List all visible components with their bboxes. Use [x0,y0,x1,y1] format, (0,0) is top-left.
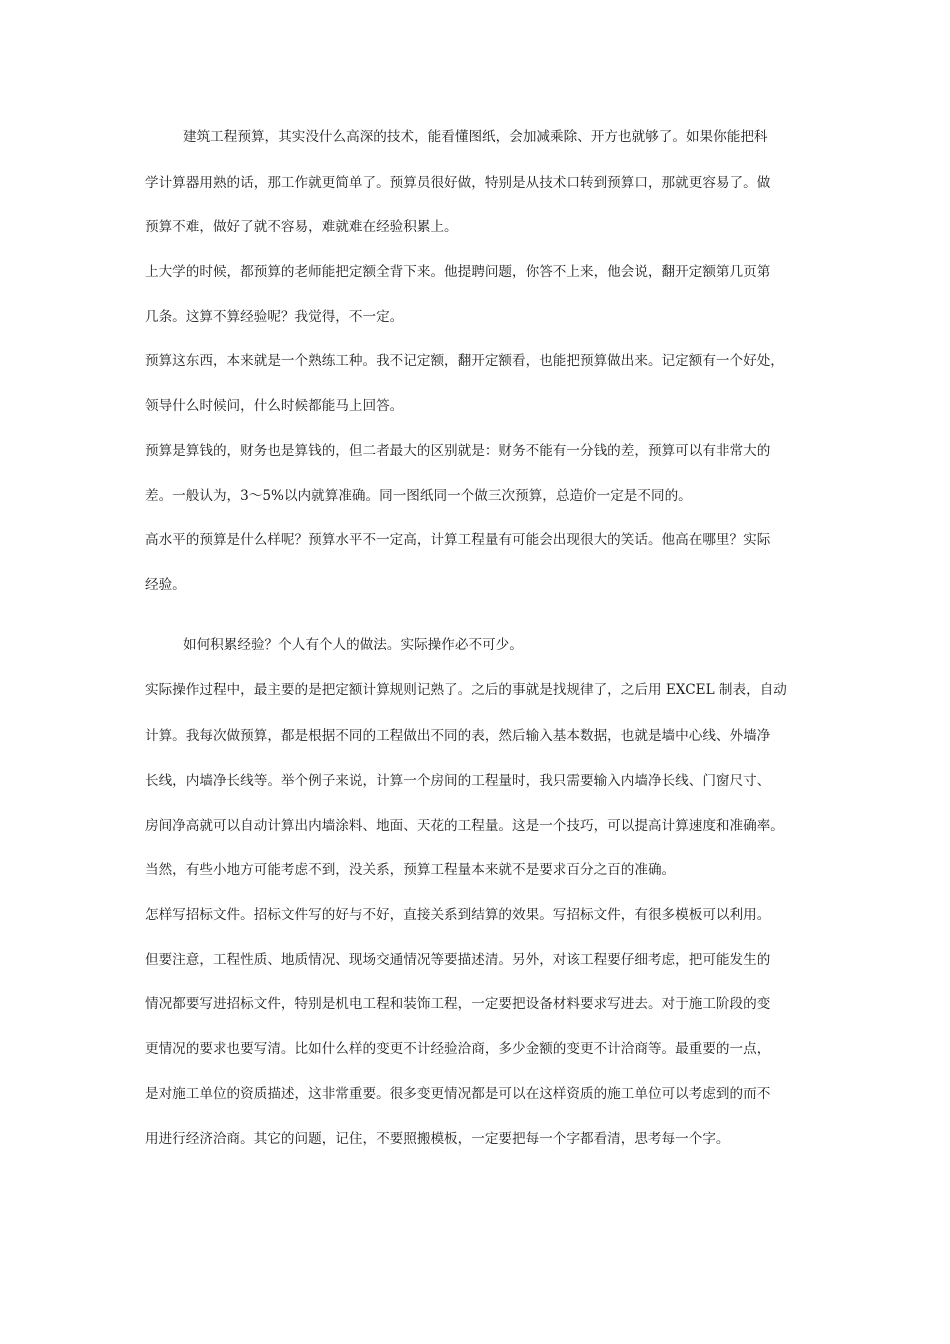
paragraph-7-line-4: 房间净高就可以自动计算出内墙涂料、地面、天花的工程量。这是一个技巧，可以提高计算速度和准确率。 [145,818,784,834]
paragraph-6-line-1: 如何积累经验？个人有个人的做法。实际操作必不可少。 [183,637,523,653]
paragraph-2-line-2: 几条。这算不算经验呢？我觉得，不一定。 [145,309,404,325]
paragraph-7-line-1: 实际操作过程中，最主要的是把定额计算规则记熟了。之后的事就是找规律了，之后用 EXCEL 制表，自动 [145,682,787,698]
paragraph-7-line-3: 长线，内墙净长线等。举个例子来说，计算一个房间的工程量时，我只需要输入内墙净长线、门窗尺寸、 [145,773,771,789]
paragraph-4-line-1: 预算是算钱的，财务也是算钱的，但二者最大的区别就是：财务不能有一分钱的差，预算可以有非常大的 [145,443,771,459]
paragraph-3-line-2: 领导什么时候问，什么时候都能马上回答。 [145,398,404,414]
paragraph-2-line-1: 上大学的时候，都预算的老师能把定额全背下来。他提聘问题，你答不上来，他会说，翻开定额第几页第 [145,264,771,280]
paragraph-7-line-2: 计算。我每次做预算，都是根据不同的工程做出不同的表，然后输入基本数据，也就是墙中心线、外墙净 [145,728,771,744]
paragraph-5-line-1: 高水平的预算是什么样呢？预算水平不一定高，计算工程量有可能会出现很大的笑话。他高在哪里？实际 [145,532,771,548]
paragraph-5-line-2: 经验。 [145,577,186,593]
paragraph-1-line-3: 预算不难，做好了就不容易，难就难在经验积累上。 [145,219,458,235]
paragraph-1-line-1: 建筑工程预算，其实没什么高深的技术，能看懂图纸，会加减乘除、开方也就够了。如果你能把科 [183,129,768,145]
paragraph-4-line-2: 差。一般认为，3～5%以内就算准确。同一图纸同一个做三次预算，总造价一定是不同的。 [145,488,692,504]
paragraph-7-line-5: 当然，有些小地方可能考虑不到，没关系，预算工程量本来就不是要求百分之百的准确。 [145,862,676,878]
paragraph-1-line-2: 学计算器用熟的话，那工作就更简单了。预算员很好做，特别是从技术口转到预算口，那就更容易了。做 [145,175,771,191]
paragraph-8-line-6: 用进行经济洽商。其它的问题，记住，不要照搬模板，一定要把每一个字都看清，思考每一个字。 [145,1131,730,1147]
paragraph-8-line-2: 但要注意，工程性质、地质情况、现场交通情况等要描述清。另外，对该工程要仔细考虑，把可能发生的 [145,952,771,968]
paragraph-8-line-4: 更情况的要求也要写清。比如什么样的变更不计经验洽商，多少金额的变更不计洽商等。最重要的一点， [145,1041,771,1057]
paragraph-8-line-5: 是对施工单位的资质描述，这非常重要。很多变更情况都是可以在这样资质的施工单位可以考虑到的而不 [145,1086,771,1102]
paragraph-8-line-1: 怎样写招标文件。招标文件写的好与不好，直接关系到结算的效果。写招标文件，有很多模板可以利用。 [145,907,771,923]
paragraph-8-line-3: 情况都要写进招标文件，特别是机电工程和装饰工程，一定要把设备材料要求写进去。对于施工阶段的变 [145,996,771,1012]
paragraph-3-line-1: 预算这东西，本来就是一个熟练工种。我不记定额，翻开定额看，也能把预算做出来。记定额有一个好处， [145,353,784,369]
